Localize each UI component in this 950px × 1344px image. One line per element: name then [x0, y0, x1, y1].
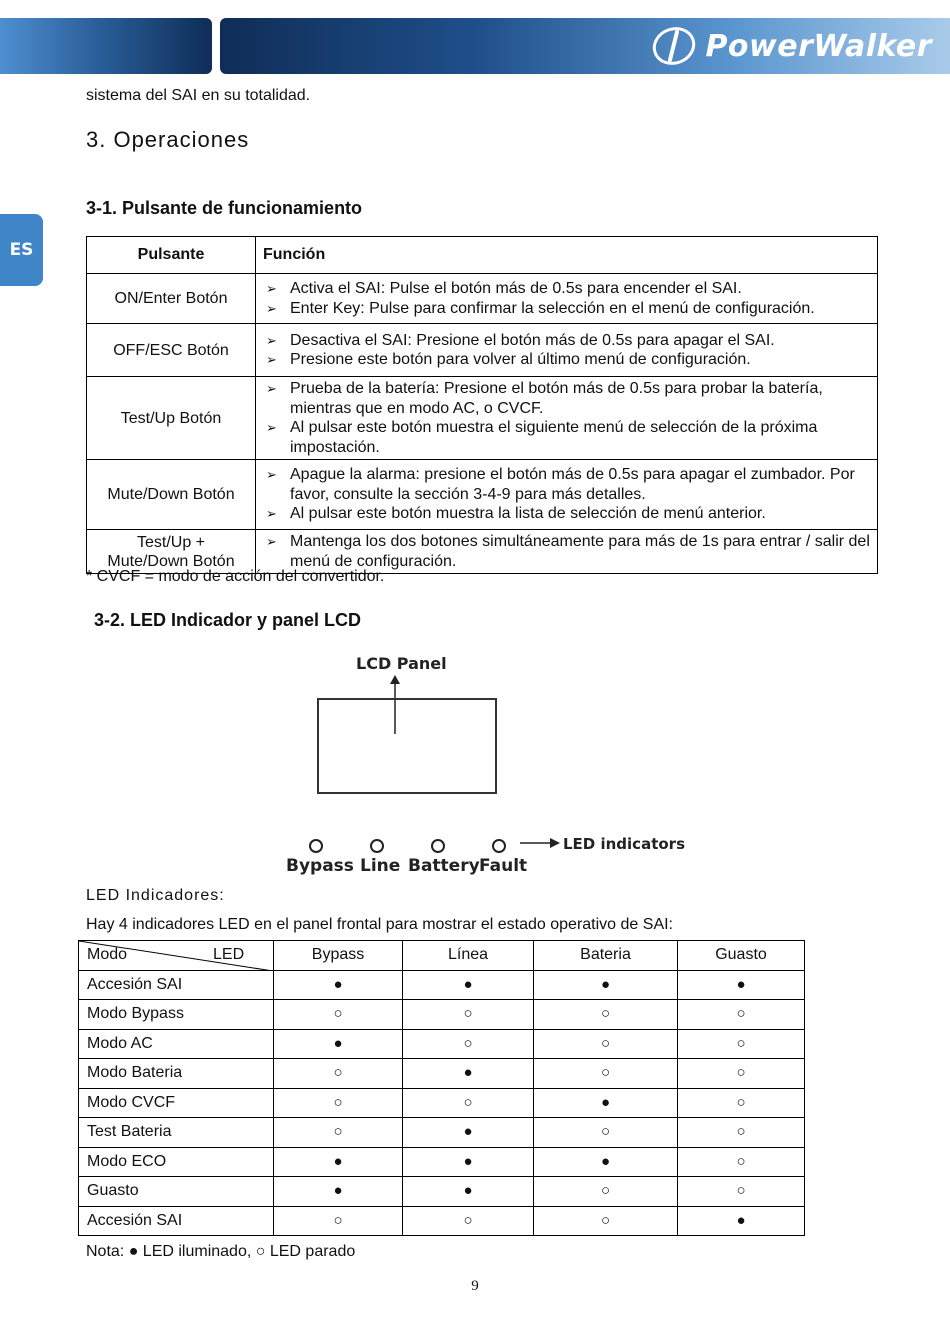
cvcf-footnote: * CVCF = modo de acción del convertidor.	[86, 568, 385, 585]
header-funcion: Función	[256, 237, 878, 274]
button-name: OFF/ESC Botón	[87, 324, 256, 377]
button-name: Test/Up Botón	[87, 377, 256, 460]
led-off-indicator: ○	[274, 1059, 403, 1089]
section-title: 3. Operaciones	[86, 127, 250, 152]
subsection-title-led: 3-2. LED Indicador y panel LCD	[94, 610, 362, 630]
table-row	[87, 274, 878, 324]
arrow-bullet-icon: ➢	[266, 534, 277, 549]
led-on-indicator: ●	[678, 970, 805, 1000]
header-banner-left	[0, 18, 212, 74]
led-off-indicator: ○	[403, 1000, 534, 1030]
led-off-indicator: ○	[534, 1118, 678, 1148]
page-number: 9	[471, 1278, 479, 1294]
table-header-row	[79, 941, 805, 971]
led-on-indicator: ●	[534, 1088, 678, 1118]
list-item: ➢ Presione este botón para volver al último menú de configuración.	[266, 351, 751, 368]
lcd-panel-box	[317, 698, 497, 794]
led-off-indicator: ○	[274, 1118, 403, 1148]
button-name: Mute/Down Botón	[87, 460, 256, 530]
list-item: ➢ Enter Key: Pulse para confirmar la selección en el menú de configuración.	[266, 299, 815, 317]
buttons-table	[86, 236, 878, 574]
mode-name: Accesión SAI	[79, 970, 274, 1000]
led-off-indicator: ○	[678, 1147, 805, 1177]
led-off-indicator: ○	[678, 1177, 805, 1207]
arrow-bullet-icon: ➢	[266, 281, 277, 296]
mode-name: Accesión SAI	[79, 1206, 274, 1236]
table-row	[79, 1000, 805, 1030]
led-on-indicator: ●	[403, 970, 534, 1000]
mode-name: Modo CVCF	[79, 1088, 274, 1118]
table-row	[87, 324, 878, 377]
led-status-table	[78, 940, 805, 1236]
table-row	[79, 1147, 805, 1177]
table-header-row	[87, 237, 878, 274]
led-off-indicator: ○	[678, 1118, 805, 1148]
header-banner-right	[220, 18, 950, 74]
led-off-indicator: ○	[678, 1059, 805, 1089]
led-on-indicator: ●	[403, 1177, 534, 1207]
battery-led-icon	[431, 839, 445, 853]
led-off-indicator: ○	[274, 1000, 403, 1030]
list-item: ➢ Apague la alarma: presione el botón más de 0.5s para apagar el zumbador. Por favor, consulte la sección 3-4-9 para más detalles.	[266, 466, 855, 503]
subsection-title-buttons: 3-1. Pulsante de funcionamiento	[86, 198, 363, 218]
arrow-bullet-icon: ➢	[266, 506, 277, 522]
power-logo-icon	[651, 26, 697, 66]
led-on-indicator: ●	[534, 1147, 678, 1177]
led-on-indicator: ●	[403, 1118, 534, 1148]
led-off-indicator: ○	[403, 1088, 534, 1118]
fault-led-icon	[492, 839, 506, 853]
mode-name: Modo AC	[79, 1029, 274, 1059]
led-on-indicator: ●	[274, 970, 403, 1000]
list-item: ➢ Al pulsar este botón muestra el siguiente menú de selección de la próxima impostación.	[266, 419, 818, 456]
led-off-indicator: ○	[274, 1088, 403, 1118]
arrow-bullet-icon: ➢	[266, 420, 277, 435]
led-off-indicator: ○	[274, 1206, 403, 1236]
led-on-indicator: ●	[403, 1147, 534, 1177]
brand-name: PowerWalker	[705, 28, 932, 64]
arrow-bullet-icon: ➢	[266, 332, 277, 348]
led-section-title: LED Indicadores:	[86, 887, 225, 904]
column-header: Línea	[403, 941, 534, 971]
language-tab-es[interactable]: ES	[0, 214, 43, 286]
led-legend-note: Nota: ● LED iluminado, ○ LED parado	[86, 1243, 356, 1260]
corner-led-label: LED	[213, 946, 245, 963]
button-name: ON/Enter Botón	[87, 274, 256, 324]
corner-mode-label: Modo	[87, 946, 128, 963]
led-off-indicator: ○	[403, 1029, 534, 1059]
table-row	[79, 1206, 805, 1236]
led-indicators-label: LED indicators	[563, 835, 685, 853]
led-label-fault: Fault	[479, 856, 528, 876]
led-description: Hay 4 indicadores LED en el panel frontal para mostrar el estado operativo de SAI:	[86, 916, 673, 933]
led-label-bypass: Bypass	[286, 856, 354, 876]
led-on-indicator: ●	[678, 1206, 805, 1236]
led-off-indicator: ○	[534, 1029, 678, 1059]
table-row	[87, 530, 878, 574]
line-led-icon	[370, 839, 384, 853]
arrow-bullet-icon: ➢	[266, 381, 277, 396]
led-off-indicator: ○	[678, 1029, 805, 1059]
column-header: Bateria	[534, 941, 678, 971]
arrow-bullet-icon: ➢	[266, 467, 277, 483]
table-row	[87, 460, 878, 530]
table-row	[79, 1118, 805, 1148]
led-on-indicator: ●	[403, 1059, 534, 1089]
led-label-line: Line	[360, 856, 401, 876]
column-header: Bypass	[274, 941, 403, 971]
list-item: ➢ Prueba de la batería: Presione el botón más de 0.5s para probar la batería, mientras que en modo AC, o CVCF.	[266, 380, 823, 417]
led-on-indicator: ●	[534, 970, 678, 1000]
arrow-bullet-icon: ➢	[266, 352, 277, 367]
table-row	[87, 377, 878, 460]
brand-logo	[651, 24, 932, 68]
led-off-indicator: ○	[534, 1000, 678, 1030]
intro-text: sistema del SAI en su totalidad.	[86, 87, 311, 104]
button-name: Test/Up + Mute/Down Botón	[87, 530, 256, 574]
table-row	[79, 1059, 805, 1089]
mode-name: Guasto	[79, 1177, 274, 1207]
list-item: ➢ Mantenga los dos botones simultáneamente para más de 1s para entrar / salir del menú de configuración.	[266, 533, 870, 570]
mode-name: Test Bateria	[79, 1118, 274, 1148]
table-row	[79, 1177, 805, 1207]
led-on-indicator: ●	[274, 1029, 403, 1059]
corner-header	[79, 941, 274, 971]
mode-name: Modo Bateria	[79, 1059, 274, 1089]
led-off-indicator: ○	[678, 1088, 805, 1118]
mode-name: Modo Bypass	[79, 1000, 274, 1030]
led-on-indicator: ●	[274, 1177, 403, 1207]
column-header: Guasto	[678, 941, 805, 971]
bypass-led-icon	[309, 839, 323, 853]
header-pulsante: Pulsante	[87, 237, 256, 274]
led-on-indicator: ●	[274, 1147, 403, 1177]
led-label-battery: Battery	[408, 856, 480, 876]
led-off-indicator: ○	[534, 1177, 678, 1207]
led-off-indicator: ○	[534, 1059, 678, 1089]
arrow-bullet-icon: ➢	[266, 300, 277, 316]
mode-name: Modo ECO	[79, 1147, 274, 1177]
table-row	[79, 970, 805, 1000]
led-off-indicator: ○	[534, 1206, 678, 1236]
table-row	[79, 1029, 805, 1059]
led-off-indicator: ○	[678, 1000, 805, 1030]
lcd-panel-label: LCD Panel	[356, 654, 447, 673]
list-item: ➢ Al pulsar este botón muestra la lista de selección de menú anterior.	[266, 505, 766, 523]
list-item: ➢ Desactiva el SAI: Presione el botón más de 0.5s para apagar el SAI.	[266, 331, 775, 349]
led-off-indicator: ○	[403, 1206, 534, 1236]
table-row	[79, 1088, 805, 1118]
list-item: ➢ Activa el SAI: Pulse el botón más de 0.5s para encender el SAI.	[266, 280, 742, 297]
